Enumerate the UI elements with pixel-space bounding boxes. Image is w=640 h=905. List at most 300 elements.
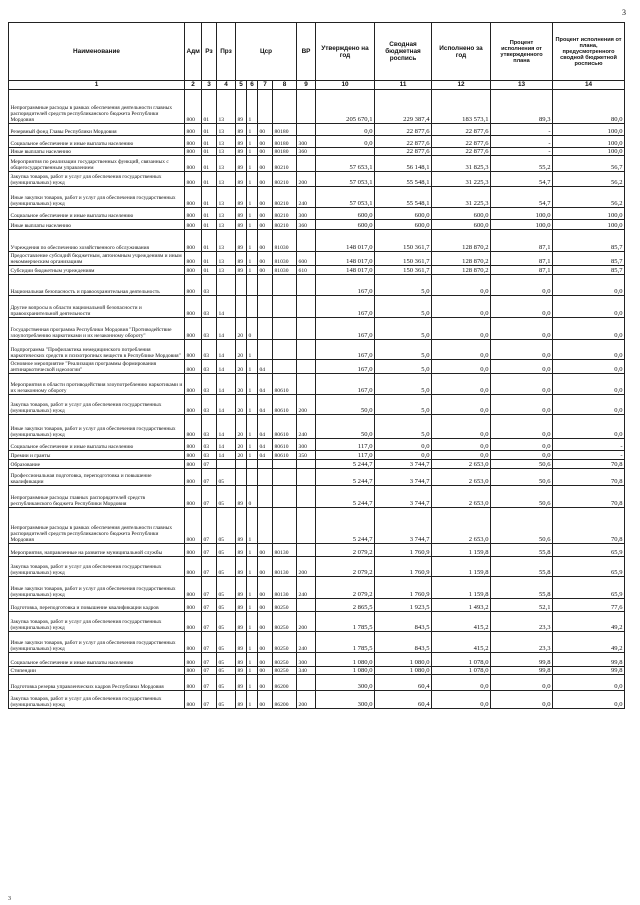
row-csr-3: 00 (258, 187, 273, 208)
row-csr-2: 1 (247, 136, 258, 148)
table-row (9, 508, 625, 544)
row-prz: 13 (217, 187, 236, 208)
row-executed: 128 870,2 (432, 252, 491, 266)
row-csr-2: 1 (247, 124, 258, 136)
row-executed: 0,0 (432, 395, 491, 415)
row-rz: 03 (202, 318, 217, 340)
table-row (9, 374, 625, 395)
row-csr-3: 00 (258, 653, 273, 667)
row-prz: 05 (217, 508, 236, 544)
row-vr: 300 (297, 439, 316, 451)
row-prz: 05 (217, 577, 236, 599)
row-prz: 13 (217, 124, 236, 136)
row-csr-1: 89 (236, 508, 247, 544)
row-rz: 01 (202, 124, 217, 136)
row-vr (297, 230, 316, 252)
row-vr: 350 (297, 451, 316, 460)
row-pct-plan: 23,3 (491, 612, 553, 632)
row-approved: 1 785,5 (316, 632, 375, 653)
row-csr-1: 89 (236, 675, 247, 691)
row-rz: 03 (202, 451, 217, 460)
row-csr-2: 1 (247, 266, 258, 275)
row-prz: 05 (217, 599, 236, 612)
row-prz: 13 (217, 156, 236, 172)
table-row (9, 318, 625, 340)
row-pct-plan: 50,6 (491, 486, 553, 508)
row-csr-4 (273, 275, 297, 296)
row-vr: 610 (297, 266, 316, 275)
row-csr-3: 00 (258, 136, 273, 148)
row-vr: 340 (297, 667, 316, 675)
row-adm: 800 (185, 172, 202, 187)
row-name: Подготовка резерва управленческих кадров Республики Мордовия (9, 675, 185, 691)
row-csr-2: 1 (247, 172, 258, 187)
table-row (9, 460, 625, 469)
row-prz: 05 (217, 632, 236, 653)
row-executed: 600,0 (432, 208, 491, 220)
row-executed: 1 078,0 (432, 653, 491, 667)
row-name: Иные закупки товаров, работ и услуг для обеспечения государственных (муниципальных) нужд (9, 577, 185, 599)
row-adm: 800 (185, 296, 202, 318)
row-name: Социальное обеспечение и иные выплаты населению (9, 653, 185, 667)
row-approved: 148 017,0 (316, 230, 375, 252)
row-pct-plan: 0,0 (491, 374, 553, 395)
row-consolidated: 150 361,7 (375, 252, 432, 266)
row-approved: 167,0 (316, 374, 375, 395)
row-vr (297, 544, 316, 557)
row-consolidated: 1 760,9 (375, 557, 432, 577)
row-vr: 240 (297, 632, 316, 653)
row-approved: 148 017,0 (316, 252, 375, 266)
row-csr-4 (273, 360, 297, 374)
table-row (9, 612, 625, 632)
row-vr (297, 675, 316, 691)
table-row (9, 266, 625, 275)
row-vr: 200 (297, 395, 316, 415)
row-adm: 800 (185, 653, 202, 667)
row-csr-4: 80210 (273, 208, 297, 220)
row-adm: 800 (185, 90, 202, 124)
row-vr: 300 (297, 653, 316, 667)
row-consolidated: 843,5 (375, 612, 432, 632)
row-csr-3: 00 (258, 172, 273, 187)
row-approved: 0,0 (316, 124, 375, 136)
table-row (9, 136, 625, 148)
row-pct-consolidated: 99,8 (553, 653, 625, 667)
row-csr-3: 00 (258, 220, 273, 230)
row-pct-plan: 0,0 (491, 395, 553, 415)
row-name: Основное мероприятие "Реализация программы формирования антинаркотической идеологии" (9, 360, 185, 374)
row-pct-consolidated: 0,0 (553, 675, 625, 691)
row-consolidated: 22 877,6 (375, 148, 432, 156)
row-rz: 07 (202, 632, 217, 653)
row-pct-consolidated: 85,7 (553, 252, 625, 266)
row-adm: 800 (185, 691, 202, 709)
column-number-14: 14 (553, 81, 625, 90)
row-pct-plan: 54,7 (491, 187, 553, 208)
row-csr-2: 1 (247, 451, 258, 460)
row-pct-plan: 50,6 (491, 508, 553, 544)
row-pct-consolidated: 70,8 (553, 469, 625, 486)
row-pct-plan: 0,0 (491, 318, 553, 340)
row-csr-4 (273, 469, 297, 486)
row-csr-2: 1 (247, 577, 258, 599)
row-pct-consolidated: 65,9 (553, 557, 625, 577)
row-executed: 1 159,8 (432, 544, 491, 557)
row-executed: 415,2 (432, 632, 491, 653)
row-adm: 800 (185, 460, 202, 469)
row-csr-4: 80210 (273, 220, 297, 230)
row-executed: 2 653,0 (432, 460, 491, 469)
row-csr-1: 89 (236, 632, 247, 653)
row-consolidated: 600,0 (375, 208, 432, 220)
row-pct-consolidated: 65,9 (553, 577, 625, 599)
row-csr-3 (258, 460, 273, 469)
row-pct-consolidated: 56,7 (553, 156, 625, 172)
row-csr-1: 89 (236, 266, 247, 275)
row-rz: 01 (202, 220, 217, 230)
row-csr-3 (258, 486, 273, 508)
row-executed: 0,0 (432, 318, 491, 340)
row-prz: 13 (217, 220, 236, 230)
row-name: Национальная безопасность и правоохранительная деятельность (9, 275, 185, 296)
row-csr-2: 1 (247, 187, 258, 208)
row-csr-4: 80250 (273, 632, 297, 653)
row-pct-plan: 100,0 (491, 220, 553, 230)
row-prz: 13 (217, 230, 236, 252)
row-csr-4: 80610 (273, 451, 297, 460)
row-executed: 0,0 (432, 675, 491, 691)
row-rz: 07 (202, 544, 217, 557)
header-adm: Адм (185, 23, 202, 81)
row-approved: 600,0 (316, 220, 375, 230)
row-executed: 22 877,6 (432, 136, 491, 148)
row-csr-4: 80130 (273, 557, 297, 577)
row-pct-consolidated: 0,0 (553, 691, 625, 709)
row-csr-2: 0 (247, 318, 258, 340)
row-rz: 07 (202, 469, 217, 486)
header-pct-plan: Процент исполнения от утвержденного плана (491, 23, 553, 81)
row-pct-plan: 0,0 (491, 296, 553, 318)
row-approved: 117,0 (316, 439, 375, 451)
header-row (9, 23, 625, 81)
row-prz: 14 (217, 451, 236, 460)
row-approved: 2 079,2 (316, 557, 375, 577)
row-name: Закупка товаров, работ и услуг для обеспечения государственных (муниципальных) нужд (9, 172, 185, 187)
row-prz: 14 (217, 360, 236, 374)
row-rz: 03 (202, 415, 217, 439)
row-csr-2 (247, 469, 258, 486)
row-csr-3: 04 (258, 374, 273, 395)
row-executed: 31 225,3 (432, 172, 491, 187)
row-executed: 128 870,2 (432, 266, 491, 275)
row-pct-plan: - (491, 124, 553, 136)
row-adm: 800 (185, 266, 202, 275)
row-csr-2: 0 (247, 486, 258, 508)
row-csr-3: 00 (258, 124, 273, 136)
row-adm: 800 (185, 415, 202, 439)
table-row (9, 275, 625, 296)
row-csr-1: 89 (236, 612, 247, 632)
row-rz: 03 (202, 439, 217, 451)
row-vr (297, 90, 316, 124)
row-csr-2: 1 (247, 508, 258, 544)
row-pct-consolidated: 0,0 (553, 275, 625, 296)
row-consolidated: 3 744,7 (375, 460, 432, 469)
row-prz: 05 (217, 612, 236, 632)
row-csr-1: 89 (236, 220, 247, 230)
row-pct-consolidated: 56,2 (553, 187, 625, 208)
row-prz: 05 (217, 667, 236, 675)
row-csr-4: 80610 (273, 374, 297, 395)
row-pct-plan: 55,8 (491, 544, 553, 557)
row-pct-consolidated: 100,0 (553, 136, 625, 148)
row-adm: 800 (185, 667, 202, 675)
table-row (9, 544, 625, 557)
row-pct-plan: 99,8 (491, 653, 553, 667)
row-name: Мероприятия в области противодействия злоупотреблению наркотиками и их незаконному обороту (9, 374, 185, 395)
row-adm: 800 (185, 124, 202, 136)
row-csr-3: 00 (258, 557, 273, 577)
row-csr-1: 20 (236, 439, 247, 451)
row-rz: 01 (202, 252, 217, 266)
row-csr-4: 80610 (273, 439, 297, 451)
row-approved: 1 080,0 (316, 667, 375, 675)
row-csr-2: 1 (247, 691, 258, 709)
row-rz: 01 (202, 266, 217, 275)
row-prz: 05 (217, 557, 236, 577)
row-executed: 600,0 (432, 220, 491, 230)
row-vr (297, 599, 316, 612)
row-consolidated: 55 548,1 (375, 187, 432, 208)
row-executed: 128 870,2 (432, 230, 491, 252)
row-consolidated: 3 744,7 (375, 486, 432, 508)
row-pct-consolidated: 0,0 (553, 360, 625, 374)
row-vr (297, 124, 316, 136)
row-consolidated: 0,0 (375, 439, 432, 451)
row-pct-plan: 54,7 (491, 172, 553, 187)
column-number-7: 7 (258, 81, 273, 90)
table-row (9, 577, 625, 599)
row-vr (297, 374, 316, 395)
row-csr-3: 00 (258, 266, 273, 275)
row-executed: 0,0 (432, 340, 491, 360)
row-adm: 800 (185, 187, 202, 208)
row-rz: 03 (202, 340, 217, 360)
row-adm: 800 (185, 340, 202, 360)
row-consolidated: 1 080,0 (375, 667, 432, 675)
row-prz: 13 (217, 90, 236, 124)
row-prz: 05 (217, 544, 236, 557)
row-consolidated: 229 387,4 (375, 90, 432, 124)
row-csr-1: 89 (236, 691, 247, 709)
row-csr-4: 80250 (273, 667, 297, 675)
row-csr-3: 00 (258, 252, 273, 266)
table-row (9, 340, 625, 360)
row-approved: 57 053,1 (316, 172, 375, 187)
row-csr-2: 1 (247, 544, 258, 557)
row-csr-2: 1 (247, 632, 258, 653)
row-adm: 800 (185, 148, 202, 156)
table-row (9, 395, 625, 415)
row-consolidated: 22 877,6 (375, 136, 432, 148)
row-csr-3: 04 (258, 415, 273, 439)
row-executed: 415,2 (432, 612, 491, 632)
row-adm: 800 (185, 208, 202, 220)
row-csr-2: 1 (247, 220, 258, 230)
column-number-row (9, 81, 625, 90)
row-csr-1: 89 (236, 124, 247, 136)
row-consolidated: 600,0 (375, 220, 432, 230)
row-name: Иные закупки товаров, работ и услуг для обеспечения государственных (муниципальных) нужд (9, 187, 185, 208)
row-pct-consolidated: 70,8 (553, 508, 625, 544)
row-name: Непрограммные расходы в рамках обеспечения деятельности главных распорядителей средств республиканского бюджета Республики Мордовия (9, 90, 185, 124)
row-approved: 2 079,2 (316, 577, 375, 599)
row-adm: 800 (185, 577, 202, 599)
table-row (9, 208, 625, 220)
row-prz: 13 (217, 136, 236, 148)
column-number-2: 2 (185, 81, 202, 90)
row-csr-1: 20 (236, 374, 247, 395)
row-name: Социальное обеспечение и иные выплаты населению (9, 208, 185, 220)
row-adm: 800 (185, 374, 202, 395)
row-prz: 13 (217, 208, 236, 220)
row-executed: 0,0 (432, 451, 491, 460)
row-executed: 22 877,6 (432, 148, 491, 156)
row-csr-1 (236, 275, 247, 296)
table-row (9, 415, 625, 439)
row-consolidated: 5,0 (375, 415, 432, 439)
row-pct-plan: 0,0 (491, 691, 553, 709)
row-approved: 0,0 (316, 136, 375, 148)
row-csr-1 (236, 296, 247, 318)
row-rz: 07 (202, 486, 217, 508)
row-name: Непрограммные расходы в рамках обеспечения деятельности главных распорядителей средств республиканского бюджета Республики Мордовия (9, 508, 185, 544)
row-name: Непрограммные расходы главных распорядителей средств республиканского бюджета Республики Мордовия (9, 486, 185, 508)
row-csr-4: 81030 (273, 230, 297, 252)
row-csr-2: 1 (247, 612, 258, 632)
row-csr-3 (258, 296, 273, 318)
header-approved: Утверждено на год (316, 23, 375, 81)
table-row (9, 172, 625, 187)
row-vr (297, 318, 316, 340)
row-name: Закупка товаров, работ и услуг для обеспечения государственных (муниципальных) нужд (9, 612, 185, 632)
row-csr-4: 80130 (273, 544, 297, 557)
row-approved: 57 653,1 (316, 156, 375, 172)
row-rz: 07 (202, 691, 217, 709)
row-csr-4: 80180 (273, 148, 297, 156)
row-csr-3: 00 (258, 667, 273, 675)
row-csr-4: 80210 (273, 172, 297, 187)
row-vr (297, 360, 316, 374)
row-pct-consolidated: 65,9 (553, 544, 625, 557)
row-name: Закупка товаров, работ и услуг для обеспечения государственных (муниципальных) нужд (9, 557, 185, 577)
row-pct-consolidated: 85,7 (553, 266, 625, 275)
table-row (9, 486, 625, 508)
row-csr-2: 1 (247, 557, 258, 577)
row-csr-4: 86200 (273, 691, 297, 709)
table-row (9, 451, 625, 460)
row-csr-3 (258, 318, 273, 340)
row-prz: 13 (217, 172, 236, 187)
column-number-8: 8 (273, 81, 297, 90)
row-vr: 360 (297, 148, 316, 156)
row-csr-1: 89 (236, 599, 247, 612)
row-consolidated: 1 760,9 (375, 577, 432, 599)
row-rz: 01 (202, 156, 217, 172)
table-row (9, 252, 625, 266)
row-csr-1: 89 (236, 486, 247, 508)
row-consolidated: 150 361,7 (375, 266, 432, 275)
row-rz: 01 (202, 208, 217, 220)
row-prz: 05 (217, 486, 236, 508)
row-csr-4 (273, 296, 297, 318)
row-executed: 0,0 (432, 296, 491, 318)
row-csr-4: 80180 (273, 124, 297, 136)
column-number-6: 6 (247, 81, 258, 90)
row-executed: 2 653,0 (432, 469, 491, 486)
row-vr (297, 508, 316, 544)
row-csr-4: 81030 (273, 252, 297, 266)
column-number-3: 3 (202, 81, 217, 90)
row-approved: 57 053,1 (316, 187, 375, 208)
table-row (9, 439, 625, 451)
header-consolidated: Сводная бюджетная роспись (375, 23, 432, 81)
row-prz: 14 (217, 415, 236, 439)
row-rz: 07 (202, 557, 217, 577)
column-number-10: 10 (316, 81, 375, 90)
row-pct-plan: 0,0 (491, 275, 553, 296)
row-approved: 167,0 (316, 318, 375, 340)
table-row (9, 124, 625, 136)
row-vr (297, 296, 316, 318)
table-row (9, 675, 625, 691)
row-csr-1 (236, 460, 247, 469)
row-vr: 600 (297, 252, 316, 266)
row-executed: 0,0 (432, 415, 491, 439)
row-csr-3: 04 (258, 395, 273, 415)
table-row (9, 220, 625, 230)
row-csr-1: 89 (236, 136, 247, 148)
row-executed: 31 825,3 (432, 156, 491, 172)
row-rz: 01 (202, 172, 217, 187)
row-pct-plan: 0,0 (491, 439, 553, 451)
row-name: Социальное обеспечение и иные выплаты населению (9, 136, 185, 148)
row-name: Стипендии (9, 667, 185, 675)
row-csr-2: 1 (247, 667, 258, 675)
row-csr-3: 00 (258, 612, 273, 632)
row-csr-1: 89 (236, 667, 247, 675)
row-pct-plan: 52,1 (491, 599, 553, 612)
row-adm: 800 (185, 632, 202, 653)
row-csr-4: 80130 (273, 577, 297, 599)
row-pct-plan: 55,2 (491, 156, 553, 172)
row-executed: 0,0 (432, 439, 491, 451)
row-csr-4 (273, 340, 297, 360)
row-pct-plan: 0,0 (491, 451, 553, 460)
row-name: Предоставление субсидий бюджетным, автономным учреждениям и иным некоммерческим организациям (9, 252, 185, 266)
table-row (9, 691, 625, 709)
row-name: Закупка товаров, работ и услуг для обеспечения государственных (муниципальных) нужд (9, 395, 185, 415)
row-csr-1: 20 (236, 318, 247, 340)
row-pct-plan: 0,0 (491, 675, 553, 691)
row-approved: 117,0 (316, 451, 375, 460)
row-name: Подготовка, переподготовка и повышение квалификации кадров (9, 599, 185, 612)
row-name: Иные выплаты населению (9, 148, 185, 156)
row-csr-1: 89 (236, 90, 247, 124)
row-vr: 240 (297, 577, 316, 599)
row-csr-4 (273, 90, 297, 124)
